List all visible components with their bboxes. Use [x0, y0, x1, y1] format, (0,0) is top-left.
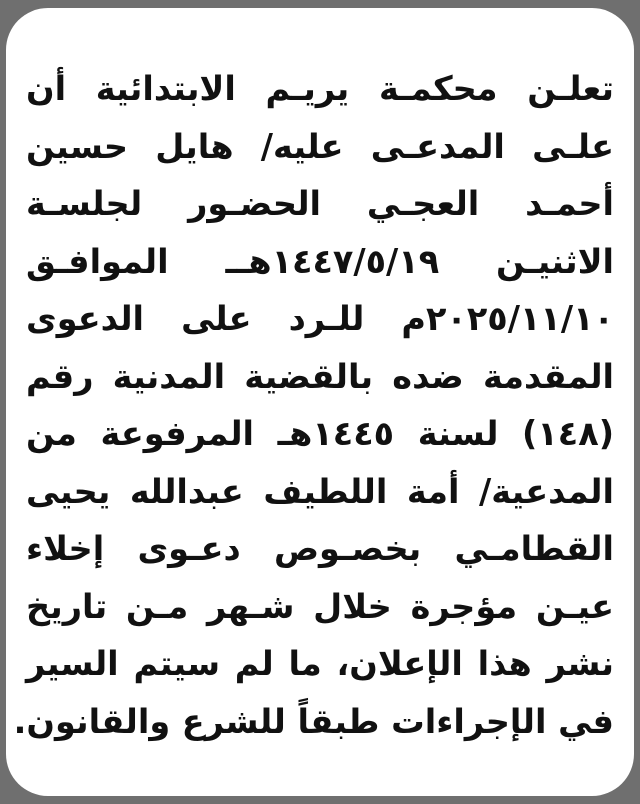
notice-line: أحمـد العجـي الحضـور لجلسـة: [26, 184, 614, 223]
notice-line: تعلـن محكمـة يريـم الابتدائية أن: [26, 69, 614, 108]
notice-line: علـى المدعـى عليه/ هايل حسين: [26, 126, 614, 166]
notice-line: القطامـي بخصـوص دعـوى إخلاء: [26, 529, 614, 568]
notice-line: نشر هذا الإعلان، ما لم سيتم السير: [26, 644, 614, 683]
notice-line: عيـن مؤجرة خلال شـهر مـن تاريخ: [26, 586, 614, 626]
notice-line: المقدمة ضده بالقضية المدنية رقم: [26, 356, 614, 396]
notice-line: الاثنيـن ١٤٤٧/٥/١٩هــ الموافـق: [26, 241, 614, 281]
notice-card: [6, 8, 634, 796]
notice-line: ٢٠٢٥/١١/١٠م للـرد على الدعوى: [26, 299, 614, 338]
notice-line: (١٤٨) لسنة ١٤٤٥هـ المرفوعة من: [26, 414, 615, 453]
court-notice-text: [13, 60, 615, 750]
notice-line: المدعية/ أمة اللطيف عبدالله يحيى: [26, 471, 614, 511]
notice-line: في الإجراءات طبقاً للشرع والقانون.: [13, 701, 614, 741]
